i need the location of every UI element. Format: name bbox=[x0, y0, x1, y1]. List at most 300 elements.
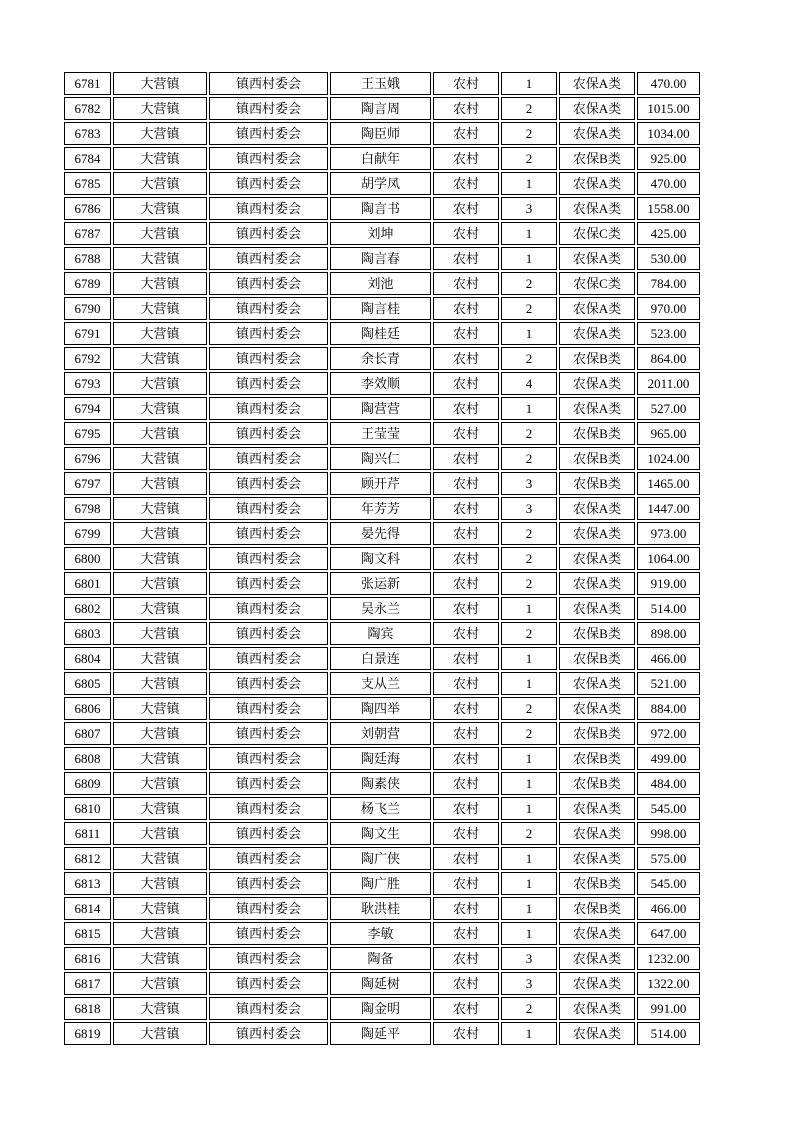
cell-residence-type: 农村 bbox=[433, 72, 499, 95]
cell-person-count: 2 bbox=[501, 122, 557, 145]
cell-village-committee: 镇西村委会 bbox=[209, 247, 328, 270]
cell-amount: 919.00 bbox=[637, 572, 700, 595]
cell-insurance-category: 农保A类 bbox=[559, 522, 635, 545]
cell-person-name: 陶宾 bbox=[330, 622, 431, 645]
cell-insurance-category: 农保A类 bbox=[559, 597, 635, 620]
cell-residence-type: 农村 bbox=[433, 547, 499, 570]
cell-seq-number: 6817 bbox=[64, 972, 111, 995]
cell-residence-type: 农村 bbox=[433, 522, 499, 545]
cell-person-name: 陶营营 bbox=[330, 397, 431, 420]
cell-person-count: 2 bbox=[501, 297, 557, 320]
cell-residence-type: 农村 bbox=[433, 997, 499, 1020]
table-row bbox=[64, 747, 700, 770]
cell-amount: 514.00 bbox=[637, 597, 700, 620]
cell-person-name: 白献年 bbox=[330, 147, 431, 170]
cell-seq-number: 6796 bbox=[64, 447, 111, 470]
cell-person-name: 陶广胜 bbox=[330, 872, 431, 895]
cell-amount: 545.00 bbox=[637, 797, 700, 820]
cell-person-name: 杨飞兰 bbox=[330, 797, 431, 820]
cell-village-committee: 镇西村委会 bbox=[209, 947, 328, 970]
cell-amount: 864.00 bbox=[637, 347, 700, 370]
table-row bbox=[64, 797, 700, 820]
cell-seq-number: 6814 bbox=[64, 897, 111, 920]
cell-amount: 1558.00 bbox=[637, 197, 700, 220]
cell-seq-number: 6813 bbox=[64, 872, 111, 895]
cell-amount: 466.00 bbox=[637, 647, 700, 670]
cell-village-committee: 镇西村委会 bbox=[209, 347, 328, 370]
cell-amount: 514.00 bbox=[637, 1022, 700, 1045]
cell-village-committee: 镇西村委会 bbox=[209, 272, 328, 295]
cell-residence-type: 农村 bbox=[433, 922, 499, 945]
cell-village-committee: 镇西村委会 bbox=[209, 222, 328, 245]
cell-town: 大营镇 bbox=[113, 297, 207, 320]
cell-village-committee: 镇西村委会 bbox=[209, 97, 328, 120]
cell-person-count: 1 bbox=[501, 672, 557, 695]
cell-amount: 425.00 bbox=[637, 222, 700, 245]
cell-residence-type: 农村 bbox=[433, 847, 499, 870]
cell-seq-number: 6808 bbox=[64, 747, 111, 770]
cell-residence-type: 农村 bbox=[433, 222, 499, 245]
cell-insurance-category: 农保A类 bbox=[559, 247, 635, 270]
table-row bbox=[64, 1022, 700, 1045]
cell-insurance-category: 农保A类 bbox=[559, 822, 635, 845]
cell-insurance-category: 农保A类 bbox=[559, 922, 635, 945]
cell-insurance-category: 农保A类 bbox=[559, 997, 635, 1020]
cell-village-committee: 镇西村委会 bbox=[209, 397, 328, 420]
table-row bbox=[64, 647, 700, 670]
cell-amount: 470.00 bbox=[637, 72, 700, 95]
cell-amount: 884.00 bbox=[637, 697, 700, 720]
cell-insurance-category: 农保B类 bbox=[559, 147, 635, 170]
table-row bbox=[64, 297, 700, 320]
cell-town: 大营镇 bbox=[113, 622, 207, 645]
cell-amount: 530.00 bbox=[637, 247, 700, 270]
table-row bbox=[64, 997, 700, 1020]
cell-insurance-category: 农保B类 bbox=[559, 447, 635, 470]
cell-person-count: 1 bbox=[501, 1022, 557, 1045]
cell-amount: 647.00 bbox=[637, 922, 700, 945]
cell-seq-number: 6807 bbox=[64, 722, 111, 745]
benefit-roster-table bbox=[62, 70, 702, 1047]
cell-person-name: 刘朝营 bbox=[330, 722, 431, 745]
cell-amount: 972.00 bbox=[637, 722, 700, 745]
cell-residence-type: 农村 bbox=[433, 597, 499, 620]
cell-insurance-category: 农保B类 bbox=[559, 422, 635, 445]
cell-village-committee: 镇西村委会 bbox=[209, 447, 328, 470]
cell-town: 大营镇 bbox=[113, 97, 207, 120]
cell-seq-number: 6793 bbox=[64, 372, 111, 395]
cell-residence-type: 农村 bbox=[433, 972, 499, 995]
table-row bbox=[64, 672, 700, 695]
cell-person-count: 2 bbox=[501, 722, 557, 745]
cell-seq-number: 6790 bbox=[64, 297, 111, 320]
cell-town: 大营镇 bbox=[113, 522, 207, 545]
cell-town: 大营镇 bbox=[113, 897, 207, 920]
cell-insurance-category: 农保A类 bbox=[559, 972, 635, 995]
cell-town: 大营镇 bbox=[113, 747, 207, 770]
cell-village-committee: 镇西村委会 bbox=[209, 872, 328, 895]
cell-person-name: 王玉娥 bbox=[330, 72, 431, 95]
cell-insurance-category: 农保A类 bbox=[559, 297, 635, 320]
table-row bbox=[64, 872, 700, 895]
cell-seq-number: 6810 bbox=[64, 797, 111, 820]
cell-person-count: 3 bbox=[501, 497, 557, 520]
cell-person-name: 陶廷海 bbox=[330, 747, 431, 770]
cell-person-name: 支从兰 bbox=[330, 672, 431, 695]
cell-seq-number: 6786 bbox=[64, 197, 111, 220]
cell-residence-type: 农村 bbox=[433, 897, 499, 920]
cell-residence-type: 农村 bbox=[433, 1022, 499, 1045]
cell-residence-type: 农村 bbox=[433, 197, 499, 220]
cell-seq-number: 6818 bbox=[64, 997, 111, 1020]
cell-amount: 973.00 bbox=[637, 522, 700, 545]
cell-village-committee: 镇西村委会 bbox=[209, 672, 328, 695]
cell-residence-type: 农村 bbox=[433, 322, 499, 345]
cell-amount: 470.00 bbox=[637, 172, 700, 195]
table-row bbox=[64, 522, 700, 545]
cell-residence-type: 农村 bbox=[433, 797, 499, 820]
cell-amount: 1064.00 bbox=[637, 547, 700, 570]
cell-seq-number: 6788 bbox=[64, 247, 111, 270]
cell-person-count: 2 bbox=[501, 822, 557, 845]
table-row bbox=[64, 597, 700, 620]
cell-person-name: 刘坤 bbox=[330, 222, 431, 245]
table-row bbox=[64, 497, 700, 520]
cell-person-count: 1 bbox=[501, 847, 557, 870]
cell-insurance-category: 农保B类 bbox=[559, 772, 635, 795]
cell-seq-number: 6809 bbox=[64, 772, 111, 795]
cell-person-count: 3 bbox=[501, 197, 557, 220]
table-row bbox=[64, 572, 700, 595]
cell-insurance-category: 农保A类 bbox=[559, 172, 635, 195]
cell-person-name: 陶四举 bbox=[330, 697, 431, 720]
cell-seq-number: 6794 bbox=[64, 397, 111, 420]
cell-insurance-category: 农保A类 bbox=[559, 947, 635, 970]
cell-person-name: 陶素侠 bbox=[330, 772, 431, 795]
cell-insurance-category: 农保B类 bbox=[559, 647, 635, 670]
cell-person-name: 陶备 bbox=[330, 947, 431, 970]
cell-residence-type: 农村 bbox=[433, 347, 499, 370]
cell-insurance-category: 农保B类 bbox=[559, 747, 635, 770]
cell-person-name: 李效顺 bbox=[330, 372, 431, 395]
cell-residence-type: 农村 bbox=[433, 97, 499, 120]
cell-amount: 965.00 bbox=[637, 422, 700, 445]
cell-village-committee: 镇西村委会 bbox=[209, 847, 328, 870]
cell-person-count: 1 bbox=[501, 222, 557, 245]
cell-village-committee: 镇西村委会 bbox=[209, 922, 328, 945]
cell-insurance-category: 农保B类 bbox=[559, 897, 635, 920]
cell-village-committee: 镇西村委会 bbox=[209, 822, 328, 845]
cell-person-count: 1 bbox=[501, 397, 557, 420]
cell-seq-number: 6798 bbox=[64, 497, 111, 520]
table-row bbox=[64, 222, 700, 245]
cell-person-count: 1 bbox=[501, 747, 557, 770]
cell-person-name: 年芳芳 bbox=[330, 497, 431, 520]
cell-amount: 527.00 bbox=[637, 397, 700, 420]
cell-amount: 575.00 bbox=[637, 847, 700, 870]
cell-town: 大营镇 bbox=[113, 847, 207, 870]
cell-seq-number: 6783 bbox=[64, 122, 111, 145]
table-row bbox=[64, 472, 700, 495]
cell-amount: 970.00 bbox=[637, 297, 700, 320]
cell-insurance-category: 农保B类 bbox=[559, 622, 635, 645]
cell-person-count: 1 bbox=[501, 322, 557, 345]
cell-town: 大营镇 bbox=[113, 222, 207, 245]
cell-person-name: 陶文生 bbox=[330, 822, 431, 845]
cell-village-committee: 镇西村委会 bbox=[209, 772, 328, 795]
table-row bbox=[64, 347, 700, 370]
cell-village-committee: 镇西村委会 bbox=[209, 372, 328, 395]
cell-insurance-category: 农保C类 bbox=[559, 272, 635, 295]
cell-person-count: 1 bbox=[501, 247, 557, 270]
cell-town: 大营镇 bbox=[113, 447, 207, 470]
cell-amount: 1232.00 bbox=[637, 947, 700, 970]
cell-town: 大营镇 bbox=[113, 547, 207, 570]
cell-seq-number: 6797 bbox=[64, 472, 111, 495]
cell-person-name: 李敏 bbox=[330, 922, 431, 945]
table-row bbox=[64, 422, 700, 445]
cell-residence-type: 农村 bbox=[433, 722, 499, 745]
cell-village-committee: 镇西村委会 bbox=[209, 572, 328, 595]
cell-person-count: 1 bbox=[501, 597, 557, 620]
cell-town: 大营镇 bbox=[113, 1022, 207, 1045]
cell-amount: 1034.00 bbox=[637, 122, 700, 145]
cell-person-name: 胡学凤 bbox=[330, 172, 431, 195]
cell-person-count: 2 bbox=[501, 572, 557, 595]
table-row bbox=[64, 972, 700, 995]
cell-village-committee: 镇西村委会 bbox=[209, 147, 328, 170]
cell-seq-number: 6811 bbox=[64, 822, 111, 845]
cell-insurance-category: 农保A类 bbox=[559, 697, 635, 720]
cell-town: 大营镇 bbox=[113, 197, 207, 220]
cell-amount: 1447.00 bbox=[637, 497, 700, 520]
cell-insurance-category: 农保A类 bbox=[559, 547, 635, 570]
cell-amount: 925.00 bbox=[637, 147, 700, 170]
cell-person-name: 耿洪桂 bbox=[330, 897, 431, 920]
cell-seq-number: 6792 bbox=[64, 347, 111, 370]
cell-village-committee: 镇西村委会 bbox=[209, 722, 328, 745]
cell-seq-number: 6816 bbox=[64, 947, 111, 970]
cell-residence-type: 农村 bbox=[433, 147, 499, 170]
cell-town: 大营镇 bbox=[113, 922, 207, 945]
cell-person-count: 2 bbox=[501, 97, 557, 120]
cell-insurance-category: 农保A类 bbox=[559, 397, 635, 420]
table-row bbox=[64, 322, 700, 345]
cell-person-count: 2 bbox=[501, 272, 557, 295]
cell-residence-type: 农村 bbox=[433, 647, 499, 670]
cell-village-committee: 镇西村委会 bbox=[209, 547, 328, 570]
cell-town: 大营镇 bbox=[113, 322, 207, 345]
cell-amount: 523.00 bbox=[637, 322, 700, 345]
table-row bbox=[64, 922, 700, 945]
table-row bbox=[64, 247, 700, 270]
cell-insurance-category: 农保A类 bbox=[559, 572, 635, 595]
cell-town: 大营镇 bbox=[113, 872, 207, 895]
cell-town: 大营镇 bbox=[113, 122, 207, 145]
cell-insurance-category: 农保A类 bbox=[559, 797, 635, 820]
table-row bbox=[64, 97, 700, 120]
table-row bbox=[64, 72, 700, 95]
cell-person-name: 陶文科 bbox=[330, 547, 431, 570]
cell-village-committee: 镇西村委会 bbox=[209, 322, 328, 345]
table-row bbox=[64, 547, 700, 570]
cell-person-count: 3 bbox=[501, 472, 557, 495]
cell-seq-number: 6785 bbox=[64, 172, 111, 195]
cell-amount: 998.00 bbox=[637, 822, 700, 845]
cell-amount: 521.00 bbox=[637, 672, 700, 695]
cell-town: 大营镇 bbox=[113, 997, 207, 1020]
cell-residence-type: 农村 bbox=[433, 947, 499, 970]
cell-town: 大营镇 bbox=[113, 497, 207, 520]
cell-town: 大营镇 bbox=[113, 572, 207, 595]
table-row bbox=[64, 622, 700, 645]
table-row bbox=[64, 372, 700, 395]
cell-insurance-category: 农保B类 bbox=[559, 347, 635, 370]
cell-village-committee: 镇西村委会 bbox=[209, 472, 328, 495]
cell-town: 大营镇 bbox=[113, 372, 207, 395]
cell-residence-type: 农村 bbox=[433, 472, 499, 495]
cell-town: 大营镇 bbox=[113, 422, 207, 445]
cell-seq-number: 6791 bbox=[64, 322, 111, 345]
cell-residence-type: 农村 bbox=[433, 372, 499, 395]
cell-village-committee: 镇西村委会 bbox=[209, 797, 328, 820]
cell-village-committee: 镇西村委会 bbox=[209, 497, 328, 520]
cell-town: 大营镇 bbox=[113, 172, 207, 195]
cell-amount: 898.00 bbox=[637, 622, 700, 645]
cell-town: 大营镇 bbox=[113, 797, 207, 820]
table-row bbox=[64, 272, 700, 295]
cell-person-name: 陶金明 bbox=[330, 997, 431, 1020]
table-row bbox=[64, 947, 700, 970]
cell-residence-type: 农村 bbox=[433, 447, 499, 470]
cell-village-committee: 镇西村委会 bbox=[209, 422, 328, 445]
cell-town: 大营镇 bbox=[113, 772, 207, 795]
cell-amount: 1024.00 bbox=[637, 447, 700, 470]
cell-town: 大营镇 bbox=[113, 72, 207, 95]
cell-amount: 2011.00 bbox=[637, 372, 700, 395]
cell-person-name: 陶延树 bbox=[330, 972, 431, 995]
cell-village-committee: 镇西村委会 bbox=[209, 172, 328, 195]
cell-village-committee: 镇西村委会 bbox=[209, 747, 328, 770]
cell-seq-number: 6812 bbox=[64, 847, 111, 870]
cell-residence-type: 农村 bbox=[433, 247, 499, 270]
cell-seq-number: 6795 bbox=[64, 422, 111, 445]
table-row bbox=[64, 197, 700, 220]
cell-residence-type: 农村 bbox=[433, 172, 499, 195]
cell-residence-type: 农村 bbox=[433, 697, 499, 720]
cell-seq-number: 6803 bbox=[64, 622, 111, 645]
cell-person-name: 陶兴仁 bbox=[330, 447, 431, 470]
cell-insurance-category: 农保C类 bbox=[559, 222, 635, 245]
cell-person-name: 张运新 bbox=[330, 572, 431, 595]
cell-person-name: 吴永兰 bbox=[330, 597, 431, 620]
cell-town: 大营镇 bbox=[113, 697, 207, 720]
cell-person-count: 1 bbox=[501, 172, 557, 195]
cell-town: 大营镇 bbox=[113, 272, 207, 295]
cell-town: 大营镇 bbox=[113, 647, 207, 670]
cell-insurance-category: 农保A类 bbox=[559, 672, 635, 695]
cell-person-name: 陶言书 bbox=[330, 197, 431, 220]
cell-residence-type: 农村 bbox=[433, 497, 499, 520]
cell-person-count: 1 bbox=[501, 72, 557, 95]
cell-seq-number: 6815 bbox=[64, 922, 111, 945]
table-row bbox=[64, 772, 700, 795]
cell-seq-number: 6784 bbox=[64, 147, 111, 170]
cell-person-name: 晏先得 bbox=[330, 522, 431, 545]
cell-amount: 991.00 bbox=[637, 997, 700, 1020]
cell-person-name: 陶言桂 bbox=[330, 297, 431, 320]
cell-person-count: 2 bbox=[501, 522, 557, 545]
cell-town: 大营镇 bbox=[113, 597, 207, 620]
cell-village-committee: 镇西村委会 bbox=[209, 72, 328, 95]
cell-village-committee: 镇西村委会 bbox=[209, 897, 328, 920]
cell-person-count: 1 bbox=[501, 772, 557, 795]
cell-residence-type: 农村 bbox=[433, 272, 499, 295]
cell-village-committee: 镇西村委会 bbox=[209, 122, 328, 145]
cell-residence-type: 农村 bbox=[433, 747, 499, 770]
cell-town: 大营镇 bbox=[113, 147, 207, 170]
roster-body bbox=[64, 72, 700, 1045]
cell-person-name: 王莹莹 bbox=[330, 422, 431, 445]
cell-seq-number: 6805 bbox=[64, 672, 111, 695]
cell-seq-number: 6819 bbox=[64, 1022, 111, 1045]
cell-insurance-category: 农保A类 bbox=[559, 72, 635, 95]
cell-person-name: 陶臣师 bbox=[330, 122, 431, 145]
cell-person-count: 2 bbox=[501, 697, 557, 720]
cell-person-count: 2 bbox=[501, 997, 557, 1020]
cell-insurance-category: 农保B类 bbox=[559, 872, 635, 895]
cell-person-name: 陶言周 bbox=[330, 97, 431, 120]
cell-residence-type: 农村 bbox=[433, 772, 499, 795]
cell-village-committee: 镇西村委会 bbox=[209, 647, 328, 670]
cell-seq-number: 6801 bbox=[64, 572, 111, 595]
cell-residence-type: 农村 bbox=[433, 872, 499, 895]
table-row bbox=[64, 397, 700, 420]
cell-village-committee: 镇西村委会 bbox=[209, 997, 328, 1020]
cell-seq-number: 6804 bbox=[64, 647, 111, 670]
cell-person-count: 2 bbox=[501, 622, 557, 645]
cell-amount: 1015.00 bbox=[637, 97, 700, 120]
cell-town: 大营镇 bbox=[113, 672, 207, 695]
cell-insurance-category: 农保A类 bbox=[559, 497, 635, 520]
cell-amount: 484.00 bbox=[637, 772, 700, 795]
cell-town: 大营镇 bbox=[113, 822, 207, 845]
cell-residence-type: 农村 bbox=[433, 297, 499, 320]
cell-village-committee: 镇西村委会 bbox=[209, 597, 328, 620]
cell-seq-number: 6806 bbox=[64, 697, 111, 720]
cell-town: 大营镇 bbox=[113, 247, 207, 270]
cell-seq-number: 6787 bbox=[64, 222, 111, 245]
cell-village-committee: 镇西村委会 bbox=[209, 972, 328, 995]
cell-insurance-category: 农保A类 bbox=[559, 197, 635, 220]
cell-village-committee: 镇西村委会 bbox=[209, 622, 328, 645]
cell-person-count: 2 bbox=[501, 347, 557, 370]
cell-seq-number: 6799 bbox=[64, 522, 111, 545]
cell-town: 大营镇 bbox=[113, 397, 207, 420]
table-row bbox=[64, 847, 700, 870]
cell-person-count: 3 bbox=[501, 972, 557, 995]
cell-person-name: 陶延平 bbox=[330, 1022, 431, 1045]
cell-person-name: 陶桂廷 bbox=[330, 322, 431, 345]
cell-village-committee: 镇西村委会 bbox=[209, 197, 328, 220]
cell-seq-number: 6800 bbox=[64, 547, 111, 570]
cell-insurance-category: 农保A类 bbox=[559, 122, 635, 145]
cell-village-committee: 镇西村委会 bbox=[209, 1022, 328, 1045]
cell-residence-type: 农村 bbox=[433, 122, 499, 145]
cell-amount: 1322.00 bbox=[637, 972, 700, 995]
table-row bbox=[64, 122, 700, 145]
cell-insurance-category: 农保A类 bbox=[559, 322, 635, 345]
